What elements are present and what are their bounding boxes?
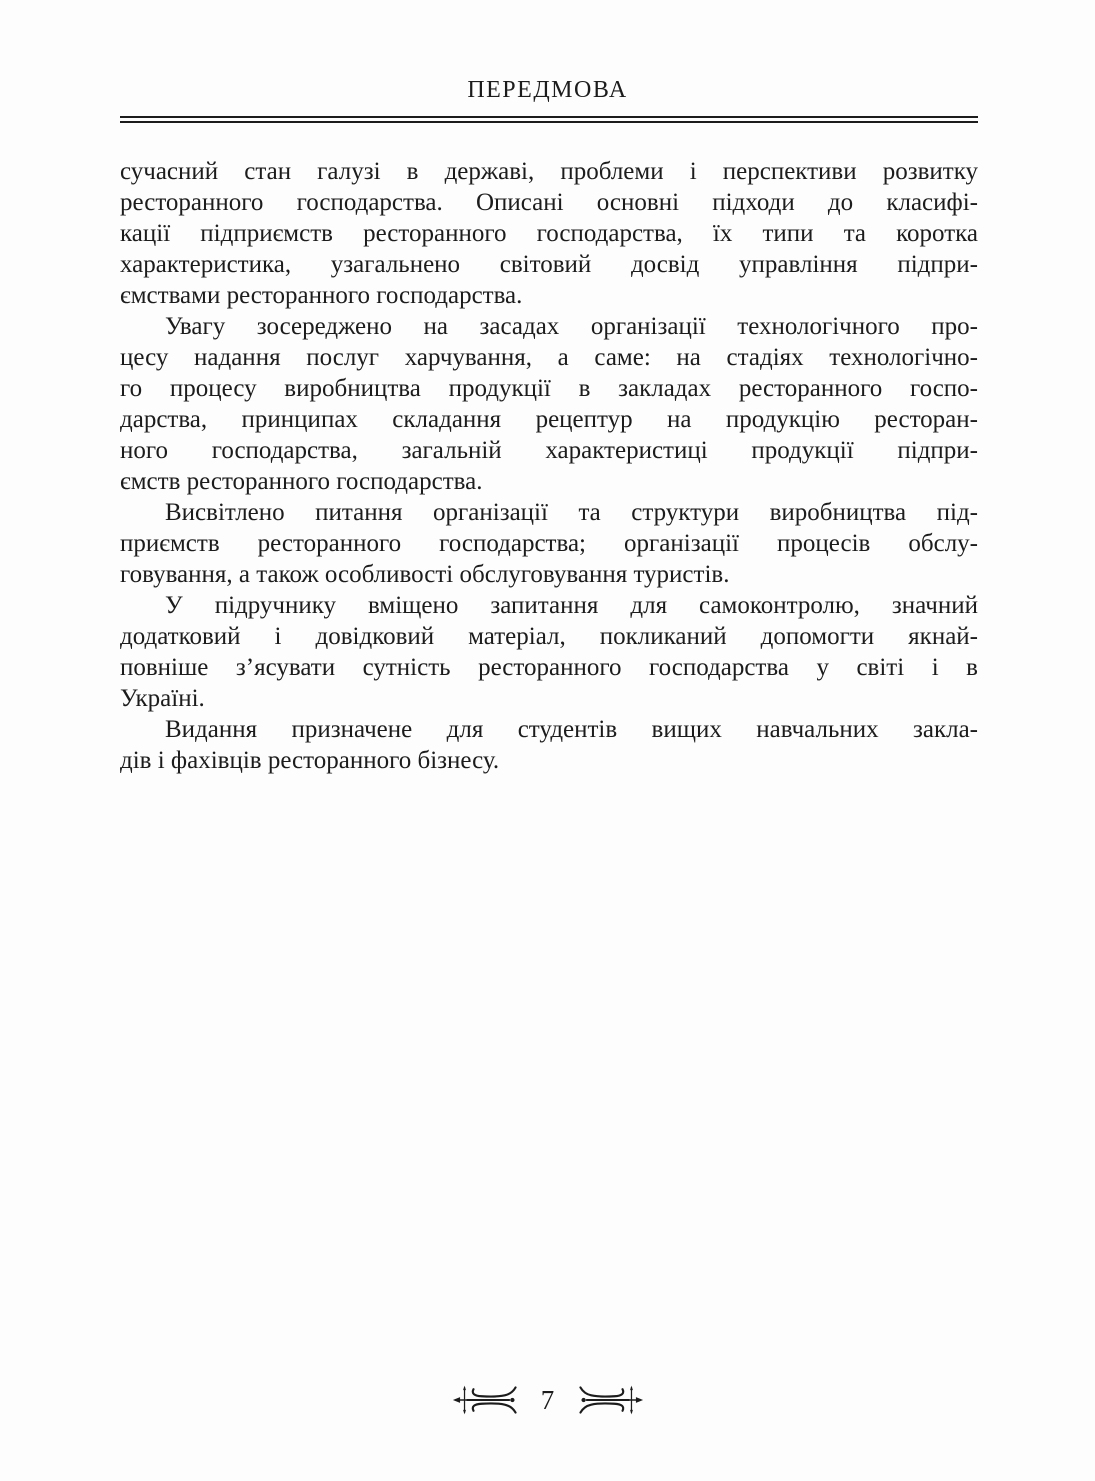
paragraph [120, 590, 978, 714]
paragraph [120, 497, 978, 590]
text-line: додатковий і довідковий матеріал, покликаний допомогти якнай- [120, 623, 978, 650]
fleuron-left-icon [452, 1384, 520, 1416]
text-line: Україні. [120, 685, 205, 712]
text-line: Видання призначене для студентів вищих навчальних закла- [165, 716, 978, 743]
text-line: Увагу зосереджено на засадах організації технологічного про- [165, 313, 978, 340]
page-footer [0, 1383, 1095, 1417]
paragraph [120, 311, 978, 497]
text-line: дів і фахівців ресторанного бізнесу. [120, 747, 500, 774]
text-line: ного господарства, загальній характеристиці продукції підпри- [120, 437, 978, 464]
text-line: ресторанного господарства. Описані основні підходи до класифі- [120, 189, 978, 216]
text-line: говування, а також особливості обслуговування туристів. [120, 561, 730, 588]
text-line: кації підприємств ресторанного господарства, їх типи та коротка [120, 220, 978, 247]
fleuron-right-icon [576, 1384, 644, 1416]
text-line: повніше з’ясувати сутність ресторанного господарства у світі і в [120, 654, 978, 681]
page-number: 7 [540, 1385, 555, 1415]
text-line: сучасний стан галузі в державі, проблеми і перспективи розвитку [120, 158, 978, 185]
text-line: ємствами ресторанного господарства. [120, 282, 523, 309]
text-line: приємств ресторанного господарства; організації процесів обслу- [120, 530, 978, 557]
text-line: ємств ресторанного господарства. [120, 468, 483, 495]
body-text [120, 156, 978, 776]
chapter-heading: ПЕРЕДМОВА [467, 77, 628, 103]
text-line: цесу надання послуг харчування, а саме: на стадіях технологічно- [120, 344, 978, 371]
paragraph [120, 156, 978, 311]
text-line: характеристика, узагальнено світовий досвід управління підпри- [120, 251, 978, 278]
text-line: Висвітлено питання організації та структури виробництва під- [165, 499, 978, 526]
header-divider [120, 116, 978, 123]
text-line: дарства, принципах складання рецептур на продукцію ресторан- [120, 406, 978, 433]
text-line: У підручнику вміщено запитання для самоконтролю, значний [165, 592, 978, 619]
text-line: го процесу виробництва продукції в закладах ресторанного госпо- [120, 375, 978, 402]
paragraph [120, 714, 978, 776]
